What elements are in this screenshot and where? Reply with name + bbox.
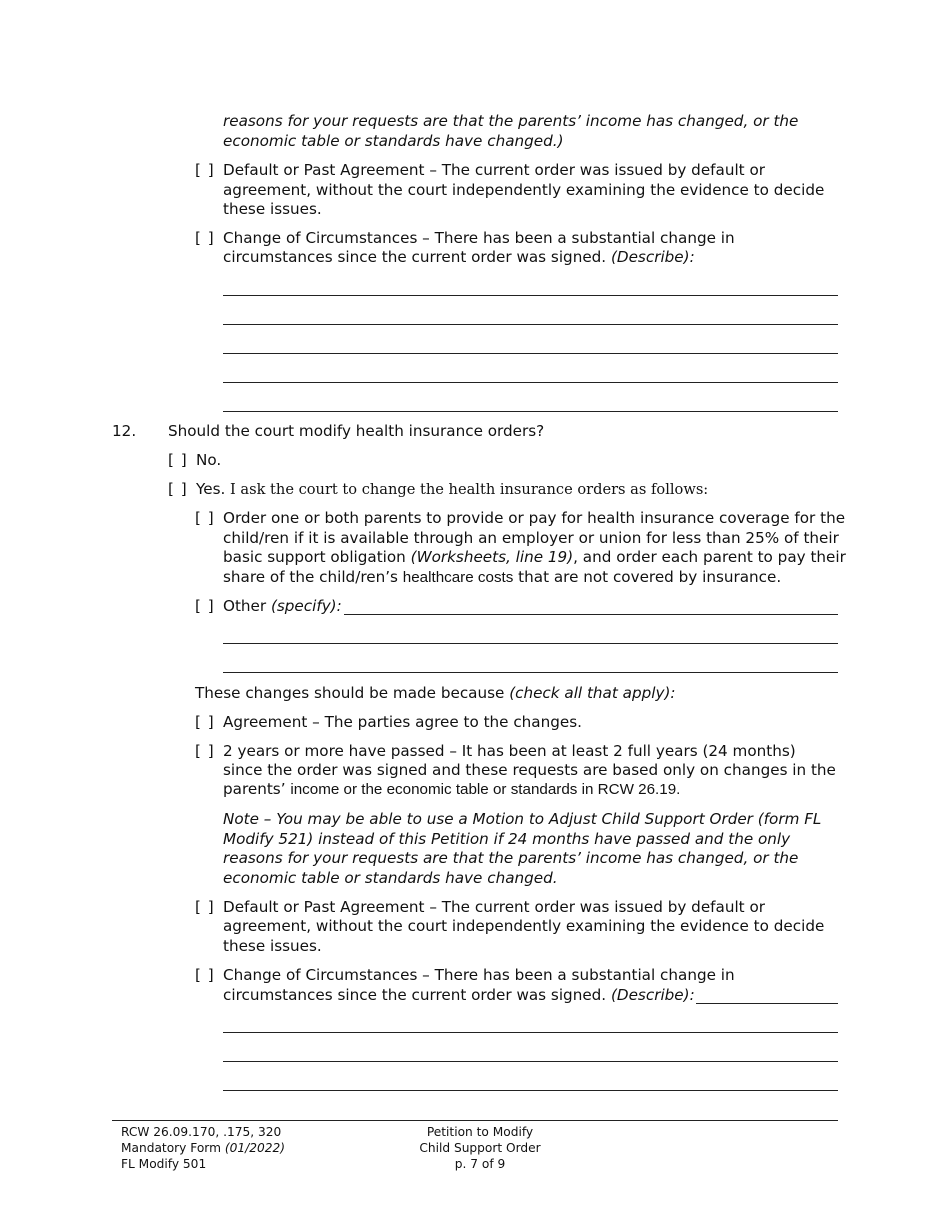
yes-option [196, 480, 708, 500]
checkbox-change-circumstances-12[interactable]: [ ] [195, 966, 215, 984]
two-years-text-3b: income or the economic table or standards in RCW 26.19. [290, 781, 681, 798]
footer-mandatory-form [121, 1140, 285, 1156]
default-agreement-11-line-2: agreement, without the court independently examining the evidence to decide [223, 181, 825, 199]
because-text: These changes should be made because [195, 684, 510, 702]
checkbox-order-insurance[interactable]: [ ] [195, 509, 215, 527]
describe-line-12-0[interactable] [696, 1003, 838, 1004]
describe-label: (Describe): [610, 986, 695, 1004]
dash: – [424, 898, 442, 916]
section-12-question: Should the court modify health insurance orders? [168, 422, 545, 440]
describe-line-11-4[interactable] [223, 382, 838, 383]
note-line-1: Note – You may be able to use a Motion to Adjust Child Support Order (form FL [223, 810, 822, 828]
default-agreement-12-label: Default or Past Agreement [223, 898, 425, 916]
dash: – [417, 966, 435, 984]
footer-mandatory-text: Mandatory Form [121, 1141, 225, 1155]
worksheets-reference: (Worksheets, line 19) [410, 548, 574, 566]
top-note-line-2: economic table or standards have changed.) [223, 132, 564, 150]
default-agreement-12-line-1 [223, 898, 765, 918]
change-circumstances-12-text: There has been a substantial change in [434, 966, 735, 984]
because-heading [195, 684, 676, 704]
order-insurance-line-3 [223, 548, 846, 568]
footer-center [380, 1124, 580, 1172]
change-circumstances-12-text-2: circumstances since the current order was signed. [223, 986, 611, 1004]
describe-line-12-1[interactable] [223, 1032, 838, 1033]
footer-title-2: Child Support Order [419, 1141, 541, 1155]
two-years-label: 2 years or more have passed [223, 742, 445, 760]
healthcare-costs: healthcare costs [402, 569, 514, 586]
footer-form-id: FL Modify 501 [121, 1157, 207, 1171]
two-years-line-3 [223, 780, 680, 800]
order-text-4c: that are not covered by insurance. [513, 568, 782, 586]
change-circumstances-12-line-1 [223, 966, 735, 986]
checkbox-two-years[interactable]: [ ] [195, 742, 215, 760]
describe-line-12-3[interactable] [223, 1090, 838, 1091]
footer-rule [112, 1120, 838, 1121]
default-agreement-11-label: Default or Past Agreement [223, 161, 425, 179]
order-text-4a: share of the child/ren’s [223, 568, 403, 586]
footer-left [121, 1124, 285, 1172]
describe-line-11-1[interactable] [223, 295, 838, 296]
note-line-2: Modify 521) instead of this Petition if 24 months have passed and the only [223, 830, 791, 848]
default-agreement-12-line-2: agreement, without the court independently examining the evidence to decide [223, 917, 825, 935]
footer-form-date: (01/2022) [224, 1141, 285, 1155]
change-circumstances-12-line-2 [223, 986, 695, 1006]
yes-text: I ask the court to change the health insurance orders as follows: [225, 481, 709, 498]
order-insurance-line-4 [223, 568, 781, 588]
footer-page-number: p. 7 of 9 [454, 1157, 506, 1171]
checkbox-default-agreement-12[interactable]: [ ] [195, 898, 215, 916]
default-agreement-11-text: The current order was issued by default or [441, 161, 765, 179]
checkbox-other[interactable]: [ ] [195, 597, 215, 615]
describe-line-11-2[interactable] [223, 324, 838, 325]
other-text: Other [223, 597, 271, 615]
checkbox-change-circumstances-11[interactable]: [ ] [195, 229, 215, 247]
other-specify-line-2[interactable] [223, 643, 838, 644]
order-insurance-line-2: child/ren if it is available through an employer or union for less than 25% of their [223, 529, 839, 547]
dash: – [307, 713, 325, 731]
other-specify-line-3[interactable] [223, 672, 838, 673]
checkbox-yes[interactable]: [ ] [168, 480, 188, 498]
check-all-label: (check all that apply): [509, 684, 676, 702]
default-agreement-12-line-3: these issues. [223, 937, 322, 955]
order-insurance-line-1: Order one or both parents to provide or pay for health insurance coverage for the [223, 509, 846, 527]
other-label [223, 597, 342, 617]
change-circumstances-11-text-2: circumstances since the current order was signed. [223, 248, 611, 266]
describe-label: (Describe): [610, 248, 695, 266]
order-text-3a: basic support obligation [223, 548, 411, 566]
describe-line-11-5[interactable] [223, 411, 838, 412]
footer-title-1: Petition to Modify [426, 1125, 534, 1139]
section-12-number: 12. [112, 422, 137, 440]
dash: – [444, 742, 462, 760]
two-years-text-3a: parents’ [223, 780, 291, 798]
checkbox-agreement[interactable]: [ ] [195, 713, 215, 731]
describe-line-11-3[interactable] [223, 353, 838, 354]
change-circumstances-11-line-1 [223, 229, 735, 249]
note-line-4: economic table or standards have changed. [223, 869, 558, 887]
agreement-option [223, 713, 582, 733]
default-agreement-12-text: The current order was issued by default or [441, 898, 765, 916]
dash: – [424, 161, 442, 179]
order-text-3c: , and order each parent to pay their [573, 548, 846, 566]
two-years-line-1 [223, 742, 796, 762]
change-circumstances-11-label: Change of Circumstances [223, 229, 418, 247]
note-line-3: reasons for your requests are that the parents’ income has changed, or the [223, 849, 799, 867]
agreement-label: Agreement [223, 713, 308, 731]
change-circumstances-11-line-2 [223, 248, 695, 268]
default-agreement-11-line-3: these issues. [223, 200, 322, 218]
top-note-line-1: reasons for your requests are that the parents’ income has changed, or the [223, 112, 799, 130]
yes-label: Yes. [196, 480, 226, 498]
dash: – [417, 229, 435, 247]
describe-line-12-2[interactable] [223, 1061, 838, 1062]
change-circumstances-11-text: There has been a substantial change in [434, 229, 735, 247]
other-specify-line-1[interactable] [344, 614, 838, 615]
change-circumstances-12-label: Change of Circumstances [223, 966, 418, 984]
footer-rcw: RCW 26.09.170, .175, 320 [121, 1125, 282, 1139]
checkbox-default-agreement-11[interactable]: [ ] [195, 161, 215, 179]
checkbox-no[interactable]: [ ] [168, 451, 188, 469]
agreement-text: The parties agree to the changes. [324, 713, 582, 731]
two-years-text-1: It has been at least 2 full years (24 months) [461, 742, 796, 760]
no-option: No. [196, 451, 222, 469]
two-years-line-2: since the order was signed and these requests are based only on changes in the [223, 761, 836, 779]
specify-label: (specify): [270, 597, 342, 615]
default-agreement-11-line-1 [223, 161, 765, 181]
